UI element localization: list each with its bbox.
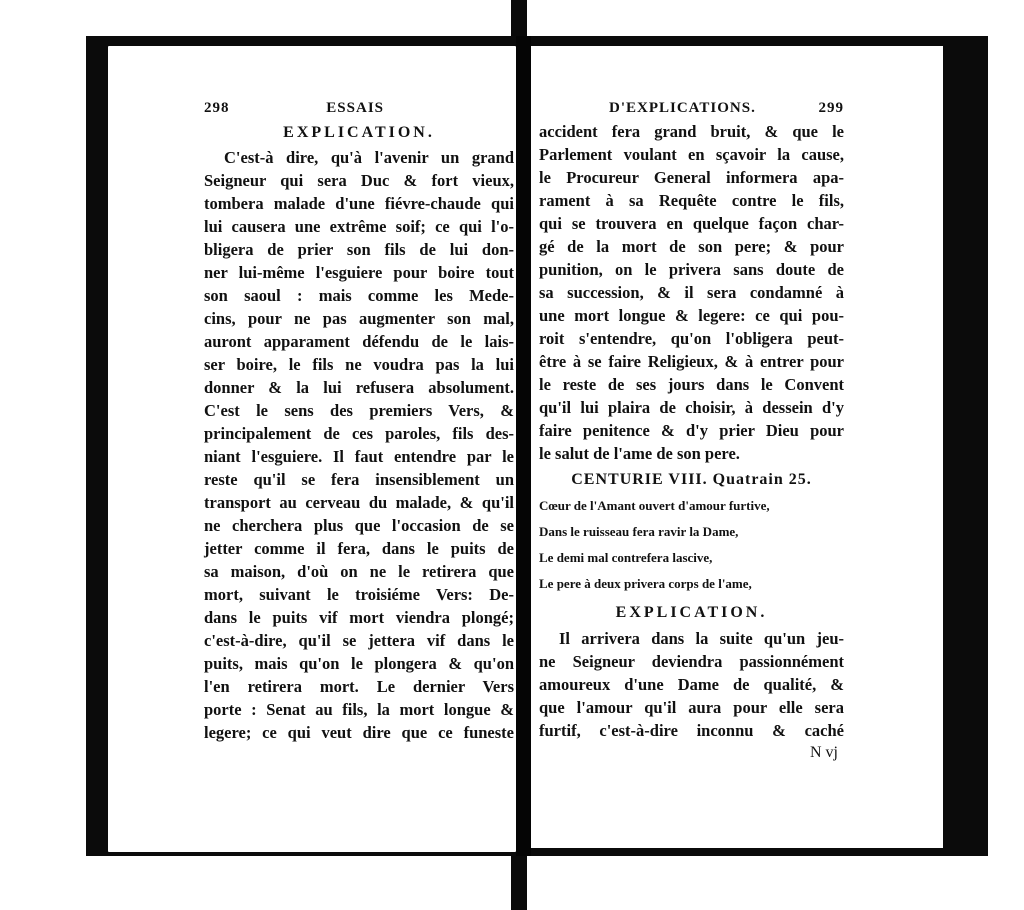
text-line: c'est-à-dire, qu'il se jettera vif dans le: [204, 631, 514, 650]
right-text-block: [539, 120, 844, 465]
left-page: [108, 46, 516, 852]
verse-line: Dans le ruisseau fera ravir la Dame,: [539, 524, 739, 539]
text-line: reste qu'il se fera insensiblement un: [204, 470, 514, 489]
text-line: accident fera grand bruit, & que le: [539, 122, 844, 141]
text-line: rament à sa Requête contre le fils,: [539, 191, 844, 210]
page-number: 298: [204, 100, 230, 116]
text-line: ne cherchera plus que l'occasion de se: [204, 516, 514, 535]
page-number: 299: [818, 100, 844, 116]
text-line: porte : Senat au fils, la mort longue &: [204, 700, 514, 719]
text-line: l'en retirera mort. Le dernier Vers: [204, 677, 514, 696]
right-page: [531, 46, 943, 848]
text-line: gé de la mort de son pere; & pour: [539, 237, 844, 256]
text-line: transport au cerveau du malade, & qu'il: [204, 493, 514, 512]
text-line: une mort longue & legere: ce qui pou-: [539, 306, 844, 325]
quatrain-verses: [539, 493, 844, 597]
left-page-content: [204, 100, 514, 744]
text-line: ner lui-même l'esguiere pour boire tout: [204, 263, 514, 282]
catchword: N vj: [810, 744, 838, 761]
text-line: amoureux d'une Dame de qualité, &: [539, 675, 844, 694]
text-line: auront apparament défendu de le lais-: [204, 332, 514, 351]
text-line: qui se trouvera en quelque façon char-: [539, 214, 844, 233]
text-line: furtif, c'est-à-dire inconnu & caché: [539, 721, 844, 740]
text-line: cins, pour ne pas augmenter son mal,: [204, 309, 514, 328]
left-page-header: [204, 100, 514, 120]
text-line: le reste de ses jours dans le Convent: [539, 375, 844, 394]
text-line: tombera malade d'une fiévre-chaude qui: [204, 194, 514, 213]
text-line: sa maison, d'où on ne le retirera que: [204, 562, 514, 581]
text-line: roit s'entendre, qu'on l'obligera peut-: [539, 329, 844, 348]
text-line: mort, suivant le troisiéme Vers: De-: [204, 585, 514, 604]
text-line: qu'il lui plaira de choisir, à dessein d'y: [539, 398, 844, 417]
book-spine-bottom: [511, 855, 527, 910]
text-line: Parlement voulant en sçavoir la cause,: [539, 145, 844, 164]
text-line: C'est le sens des premiers Vers, &: [204, 401, 514, 420]
text-line: bligera de prier son fils de lui don-: [204, 240, 514, 259]
text-line: puits, mais qu'on le plongera & qu'on: [204, 654, 514, 673]
open-book: [86, 36, 988, 856]
text-line: punition, on le privera sans doute de: [539, 260, 844, 279]
text-line: ne Seigneur deviendra passionnément: [539, 652, 844, 671]
text-line: sa succession, & il sera condamné à: [539, 283, 844, 302]
text-line: le salut de l'ame de son pere.: [539, 444, 740, 463]
text-line: dans le puits vif mort viendra plongé;: [204, 608, 514, 627]
text-line: que l'amour qu'il aura pour elle sera: [539, 698, 844, 717]
section-title: EXPLICATION.: [283, 124, 435, 141]
text-line: principalement de ces paroles, fils des-: [204, 424, 514, 443]
text-line: niant l'esguiere. Il faut entendre par le: [204, 447, 514, 466]
book-spine-top: [511, 0, 527, 40]
quatrain-heading: CENTURIE VIII. Quatrain 25.: [571, 471, 812, 488]
text-line: son saoul : mais comme les Mede-: [204, 286, 514, 305]
running-head: ESSAIS: [326, 100, 384, 116]
verse-line: Le pere à deux privera corps de l'ame,: [539, 576, 752, 591]
text-line: donner & la lui refusera absolument.: [204, 378, 514, 397]
left-text-block: [204, 146, 514, 744]
text-line: Il arrivera dans la suite qu'un jeu-: [559, 629, 844, 648]
text-line: le Procureur General informera apa-: [539, 168, 844, 187]
text-line: C'est-à dire, qu'à l'avenir un grand: [224, 148, 514, 167]
text-line: jetter comme il fera, dans le puits de: [204, 539, 514, 558]
text-line: legere; ce qui veut dire que ce funeste: [204, 723, 514, 742]
text-line: faire penitence & d'y prier Dieu pour: [539, 421, 844, 440]
text-line: être à se faire Religieux, & à entrer pour: [539, 352, 844, 371]
text-line: lui causera une extrême soif; ce qui l'o-: [204, 217, 514, 236]
right-page-content: [539, 100, 844, 764]
text-line: Seigneur qui sera Duc & fort vieux,: [204, 171, 514, 190]
book-gutter: [516, 36, 531, 856]
verse-line: Le demi mal contrefera lascive,: [539, 550, 713, 565]
right-page-header: [539, 100, 844, 120]
right-text-block-bottom: [539, 627, 844, 742]
verse-line: Cœur de l'Amant ouvert d'amour furtive,: [539, 498, 770, 513]
running-head: D'EXPLICATIONS.: [609, 100, 756, 116]
section-title: EXPLICATION.: [615, 604, 768, 621]
text-line: ser boire, le fils ne voudra pas la lui: [204, 355, 514, 374]
